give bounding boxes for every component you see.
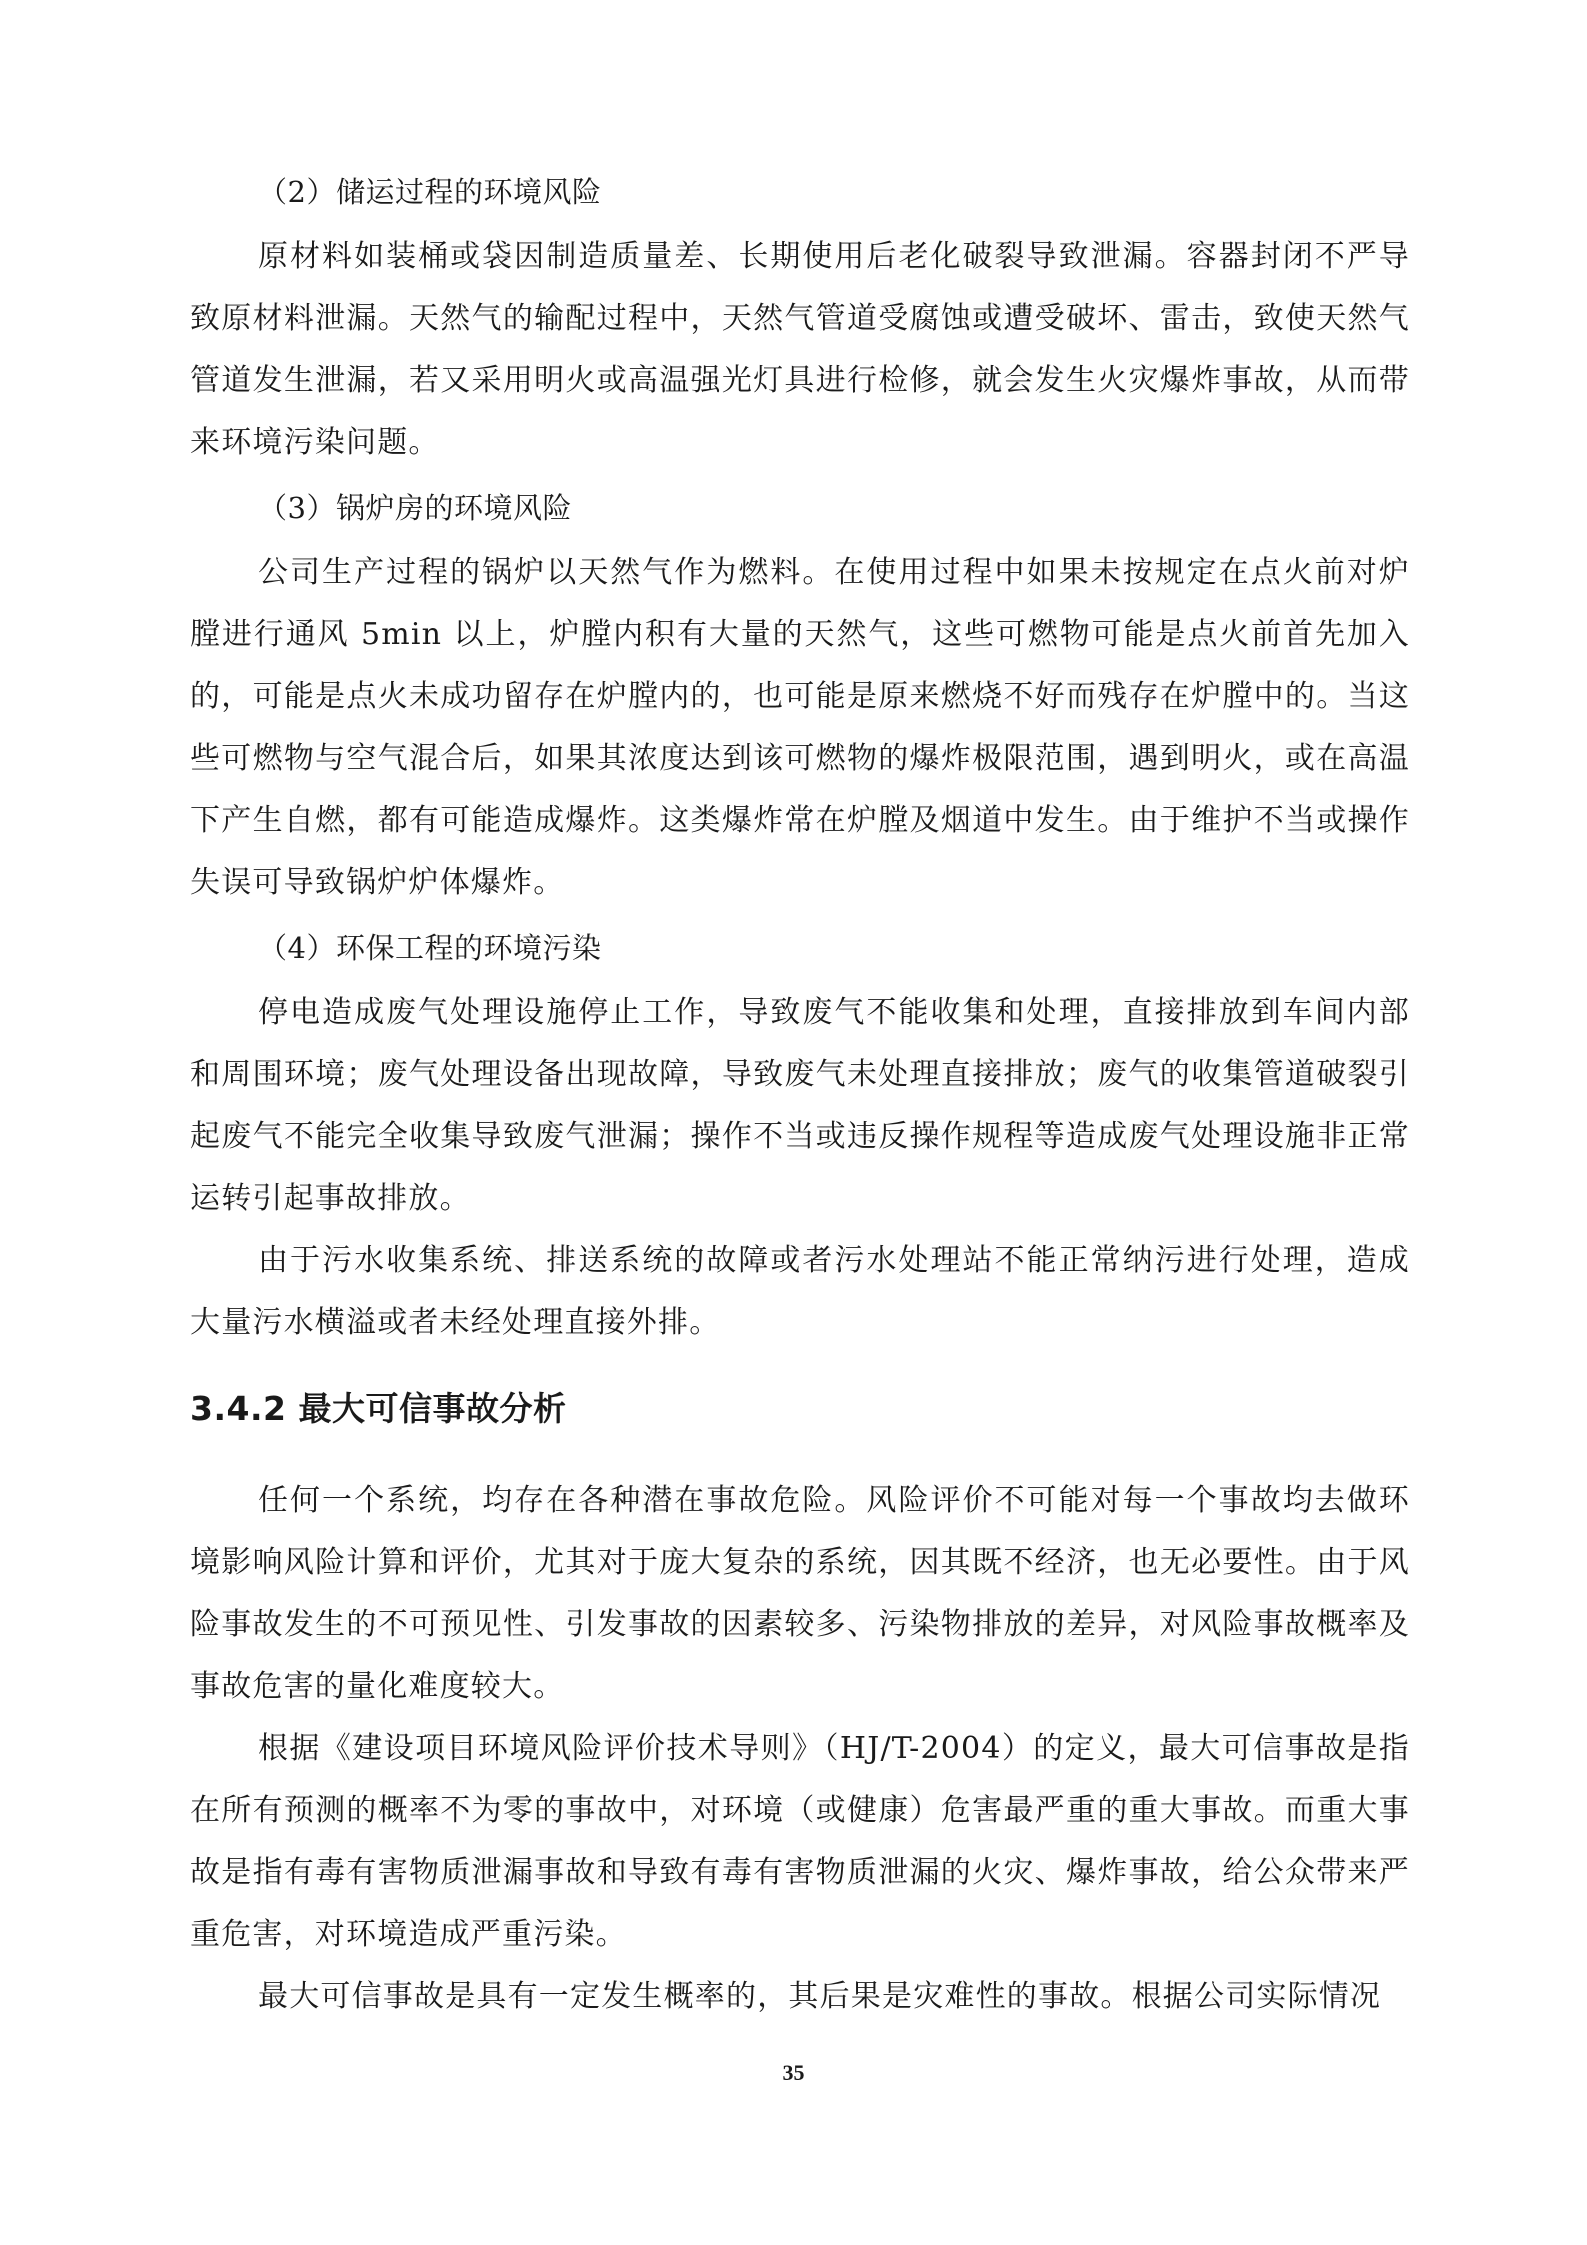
subsection-title-storage: （2）储运过程的环境风险 — [258, 175, 602, 209]
section-title: 3.4.2 最大可信事故分析 — [190, 1389, 567, 1428]
document-body — [190, 170, 1410, 2028]
subsection-title-environmental: （4）环保工程的环境污染 — [258, 931, 602, 965]
paragraph-exhaust-gas: 停电造成废气处理设施停止工作，导致废气不能收集和处理，直接排放到车间内部和周围环境；废气处理设备出现故障，导致废气未处理直接排放；废气的收集管道破裂引起废气不能完全收集导致废气泄漏；操作不当或违反操作规程等造成废气处理设施非正常运转引起事故排放。 — [190, 995, 1410, 1216]
paragraph-boiler-risk: 公司生产过程的锅炉以天然气作为燃料。在使用过程中如果未按规定在点火前对炉膛进行通风 5min 以上，炉膛内积有大量的天然气，这些可燃物可能是点火前首先加入的，可能是点火未成功留存在炉膛内的，也可能是原来燃烧不好而残存在炉膛中的。当这些可燃物与空气混合后，如果其浓度达到该可燃物的爆炸极限范围，遇到明火，或在高温下产生自燃，都有可能造成爆炸。这类爆炸常在炉膛及烟道中发生。由于维护不当或操作失误可导致锅炉炉体爆炸。 — [190, 555, 1410, 900]
subsection-title-boiler: （3）锅炉房的环境风险 — [258, 491, 572, 525]
paragraph-wastewater: 由于污水收集系统、排送系统的故障或者污水处理站不能正常纳污进行处理，造成大量污水横溢或者未经处理直接外排。 — [190, 1243, 1410, 1340]
paragraph-system-risk: 任何一个系统，均存在各种潜在事故危险。风险评价不可能对每一个事故均去做环境影响风险计算和评价，尤其对于庞大复杂的系统，因其既不经济，也无必要性。由于风险事故发生的不可预见性、引发事故的因素较多、污染物排放的差异，对风险事故概率及事故危害的量化难度较大。 — [190, 1483, 1410, 1704]
paragraph-storage-risk: 原材料如装桶或袋因制造质量差、长期使用后老化破裂导致泄漏。容器封闭不严导致原材料泄漏。天然气的输配过程中，天然气管道受腐蚀或遭受破坏、雷击，致使天然气管道发生泄漏，若又采用明火或高温强光灯具进行检修，就会发生火灾爆炸事故，从而带来环境污染问题。 — [190, 239, 1410, 460]
page-number: 35 — [782, 2060, 805, 2085]
paragraph-max-credible: 最大可信事故是具有一定发生概率的，其后果是灾难性的事故。根据公司实际情况 — [258, 1979, 1382, 2014]
paragraph-definition: 根据《建设项目环境风险评价技术导则》（HJ/T-2004）的定义，最大可信事故是指在所有预测的概率不为零的事故中，对环境（或健康）危害最严重的重大事故。而重大事故是指有毒有害物质泄漏事故和导致有毒有害物质泄漏的火灾、爆炸事故，给公众带来严重危害，对环境造成严重污染。 — [190, 1731, 1410, 1952]
